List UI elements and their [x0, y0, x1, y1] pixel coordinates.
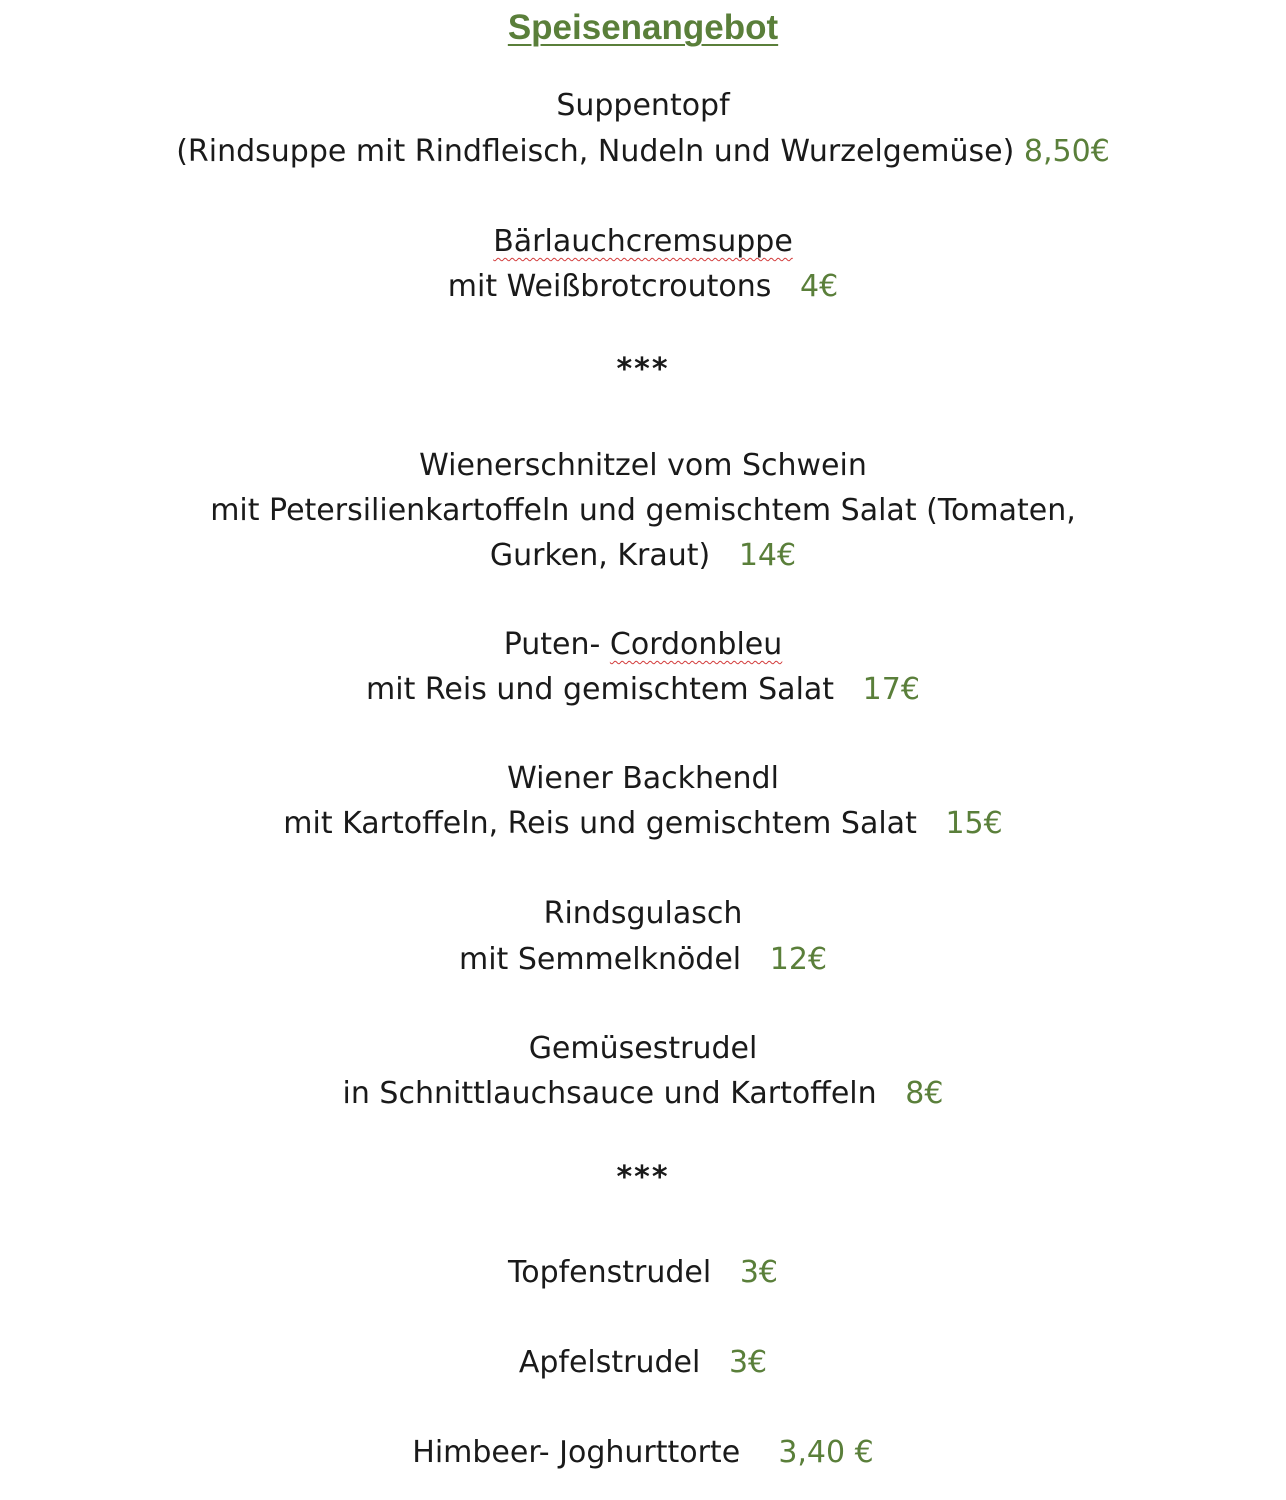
item-name-text: Apfelstrudel — [518, 1345, 701, 1380]
item-name: Gemüsestrudel — [528, 1031, 758, 1066]
item-description — [0, 536, 1286, 576]
dessert-item — [0, 1253, 1286, 1293]
item-description — [0, 804, 1286, 844]
item-name: Wiener Backhendl — [507, 761, 779, 796]
item-description — [0, 132, 1286, 172]
separator: *** — [616, 352, 670, 387]
item-price: 3€ — [739, 1255, 779, 1290]
item-desc-text: mit Weißbrotcroutons — [447, 269, 772, 304]
item-desc-text: mit Reis und gemischtem Salat — [366, 672, 835, 707]
item-description: mit Petersilienkartoffeln und gemischtem Salat (Tomaten, — [210, 493, 1076, 528]
item-price: 14€ — [738, 538, 797, 573]
dessert-item — [0, 1343, 1286, 1383]
item-desc-text: Gurken, Kraut) — [489, 538, 711, 573]
item-name-text: Topfenstrudel — [507, 1255, 712, 1290]
item-description — [0, 670, 1286, 710]
item-desc-text: mit Kartoffeln, Reis und gemischtem Salat — [283, 806, 917, 841]
item-name: Rindsgulasch — [543, 896, 743, 931]
item-name: Wienerschnitzel vom Schwein — [419, 448, 867, 483]
item-description — [0, 1074, 1286, 1114]
item-name: Suppentopf — [556, 88, 730, 123]
item-price: 3€ — [728, 1345, 768, 1380]
item-description — [0, 267, 1286, 307]
item-desc-text: (Rindsuppe mit Rindfleisch, Nudeln und Wurzelgemüse) — [176, 134, 1015, 169]
item-price: 17€ — [862, 672, 920, 707]
item-price: 8€ — [905, 1076, 944, 1111]
item-desc-text: mit Semmelknödel — [458, 942, 742, 977]
item-name — [0, 625, 1286, 665]
item-name-text: Himbeer- Joghurttorte — [412, 1435, 741, 1470]
item-price: 3,40 € — [778, 1435, 874, 1470]
item-desc-text: in Schnittlauchsauce und Kartoffeln — [342, 1076, 877, 1111]
item-name-text: Cordonbleu — [609, 627, 783, 662]
separator: *** — [616, 1160, 670, 1195]
item-price: 8,50€ — [1023, 134, 1110, 169]
item-price: 12€ — [769, 942, 828, 977]
dessert-item — [0, 1433, 1286, 1473]
item-description — [0, 940, 1286, 980]
page-title: Speisenangebot — [507, 8, 779, 47]
item-price: 15€ — [945, 806, 1003, 841]
item-name-text: Bärlauchcremsuppe — [493, 224, 793, 259]
item-name — [0, 222, 1286, 262]
item-name-prefix: Puten- — [503, 627, 610, 662]
item-price: 4€ — [800, 269, 839, 304]
